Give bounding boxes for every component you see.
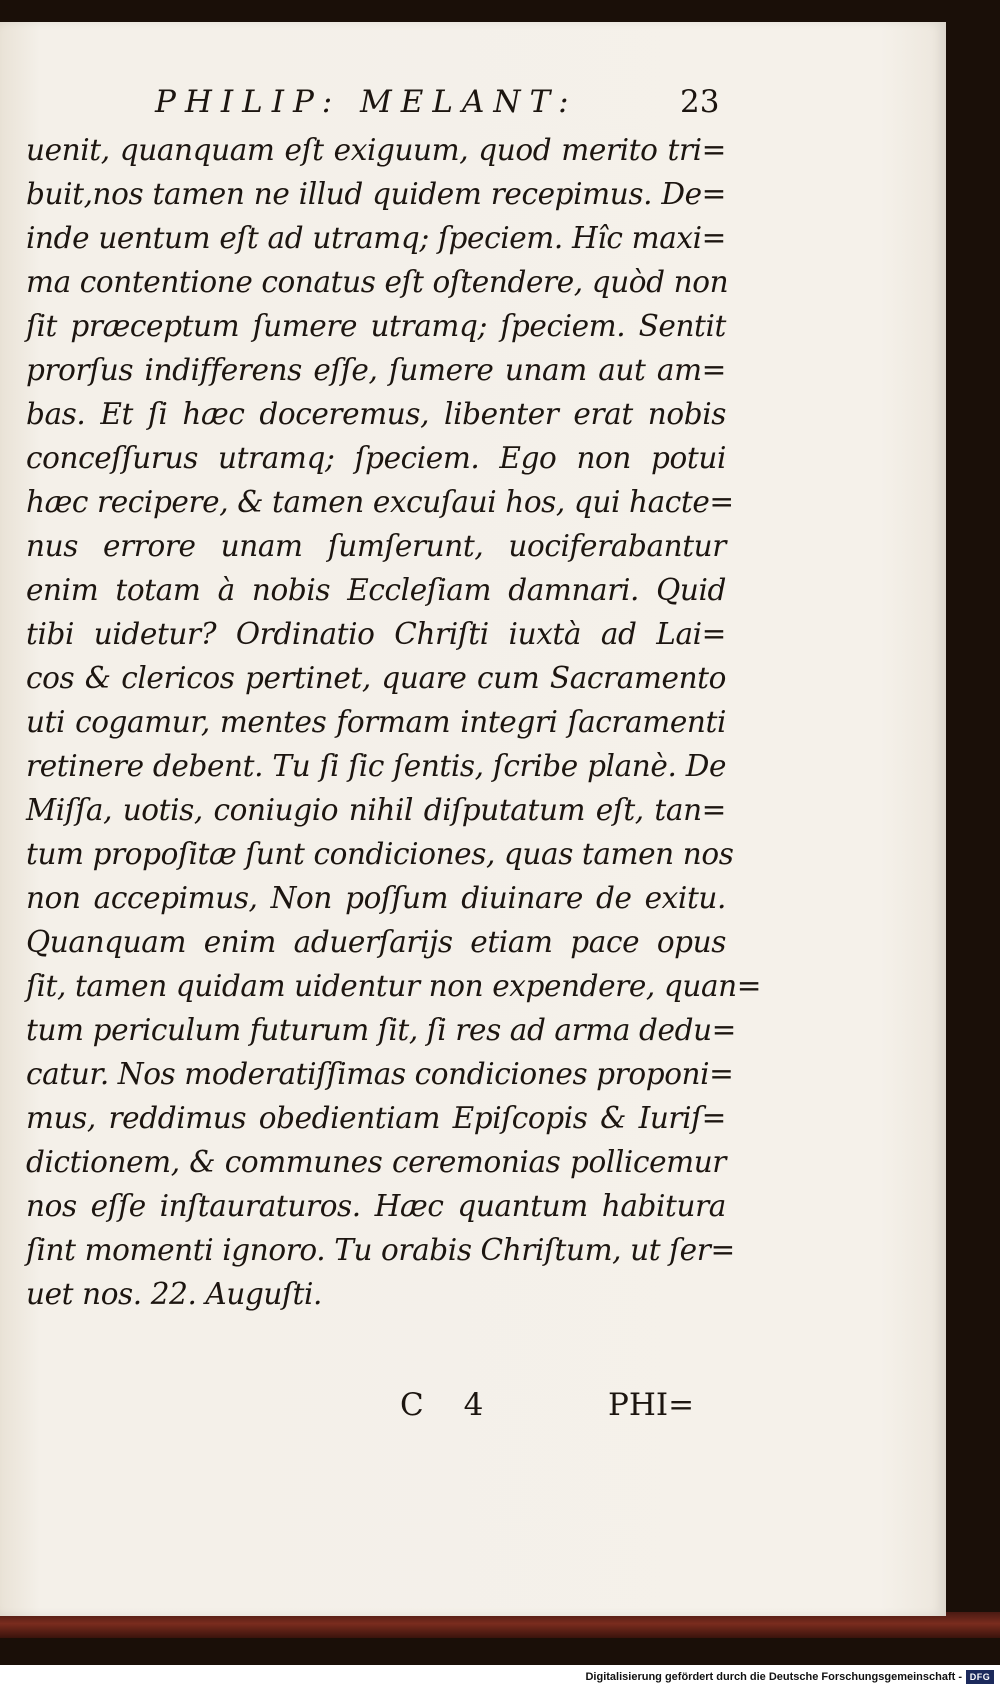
text-line: nos eſſe inſtauraturos. Hæc quantum habitura (26, 1189, 726, 1223)
text-line: tum propoſitæ ſunt condiciones, quas tamen nos (26, 837, 734, 871)
text-line: nus errore unam ſumſerunt, uociferabantur (26, 529, 726, 563)
text-line: non accepimus, Non poſſum diuinare de exitu. (26, 881, 726, 915)
text-line: bas. Et ſi hæc doceremus, libenter erat nobis (26, 397, 726, 431)
page-number: 23 (680, 84, 720, 120)
text-line: ſit præceptum ſumere utramq; ſpeciem. Sentit (26, 309, 726, 343)
text-line: uti cogamur, mentes formam integri ſacramenti (26, 705, 726, 739)
catchword: PHI= (608, 1387, 695, 1423)
text-line: tum periculum futurum ſit, ſi res ad arma dedu= (26, 1013, 737, 1047)
text-line: retinere debent. Tu ſi ſic ſentis, ſcribe planè. De (26, 749, 726, 783)
text-line: ſit, tamen quidam uidentur non expendere, quan= (26, 969, 762, 1003)
dfg-logo-icon: DFG (966, 1670, 994, 1684)
text-line: uet nos. 22. Auguſti. (26, 1277, 323, 1311)
text-line: conceſſurus utramq; ſpeciem. Ego non potui (26, 441, 726, 475)
text-line: Miſſa, uotis, coniugio nihil diſputatum eſt, tan= (26, 793, 726, 827)
signature-mark: C 4 (400, 1387, 490, 1423)
text-line: inde uentum eſt ad utramq; ſpeciem. Hîc maxi= (26, 221, 726, 255)
body-text (26, 128, 762, 1316)
text-line: tibi uidetur? Ordinatio Chriſti iuxtà ad Lai= (26, 617, 726, 651)
text-line: prorſus indifferens eſſe, ſumere unam aut am= (26, 353, 726, 387)
text-line: hæc recipere, & tamen excuſaui hos, qui hacte= (26, 485, 734, 519)
text-line: uenit, quanquam eſt exiguum, quod merito tri= (26, 133, 726, 167)
text-line: cos & clericos pertinet, quare cum Sacramento (26, 661, 726, 695)
book-page (0, 22, 946, 1616)
text-line: mus, reddimus obedientiam Epiſcopis & Iuriſ= (26, 1101, 726, 1135)
text-line: enim totam à nobis Eccleſiam damnari. Quid (26, 573, 726, 607)
text-line: Quanquam enim aduerſarijs etiam pace opus (26, 925, 726, 959)
footer-bar (0, 1665, 1000, 1692)
text-line: ma contentione conatus eſt oſtendere, quòd non (26, 265, 729, 299)
text-line: ſint momenti ignoro. Tu orabis Chriſtum, ut ſer= (26, 1233, 735, 1267)
footer-credit: Digitalisierung gefördert durch die Deutsche Forschungsgemeinschaft - (585, 1671, 962, 1683)
text-line: buit,nos tamen ne illud quidem recepimus. De= (26, 177, 726, 211)
running-head: PHILIP: MELANT: (155, 84, 578, 120)
text-line: catur. Nos moderatiſſimas condiciones proponi= (26, 1057, 734, 1091)
text-line: dictionem, & communes ceremonias pollicemur (26, 1145, 726, 1179)
